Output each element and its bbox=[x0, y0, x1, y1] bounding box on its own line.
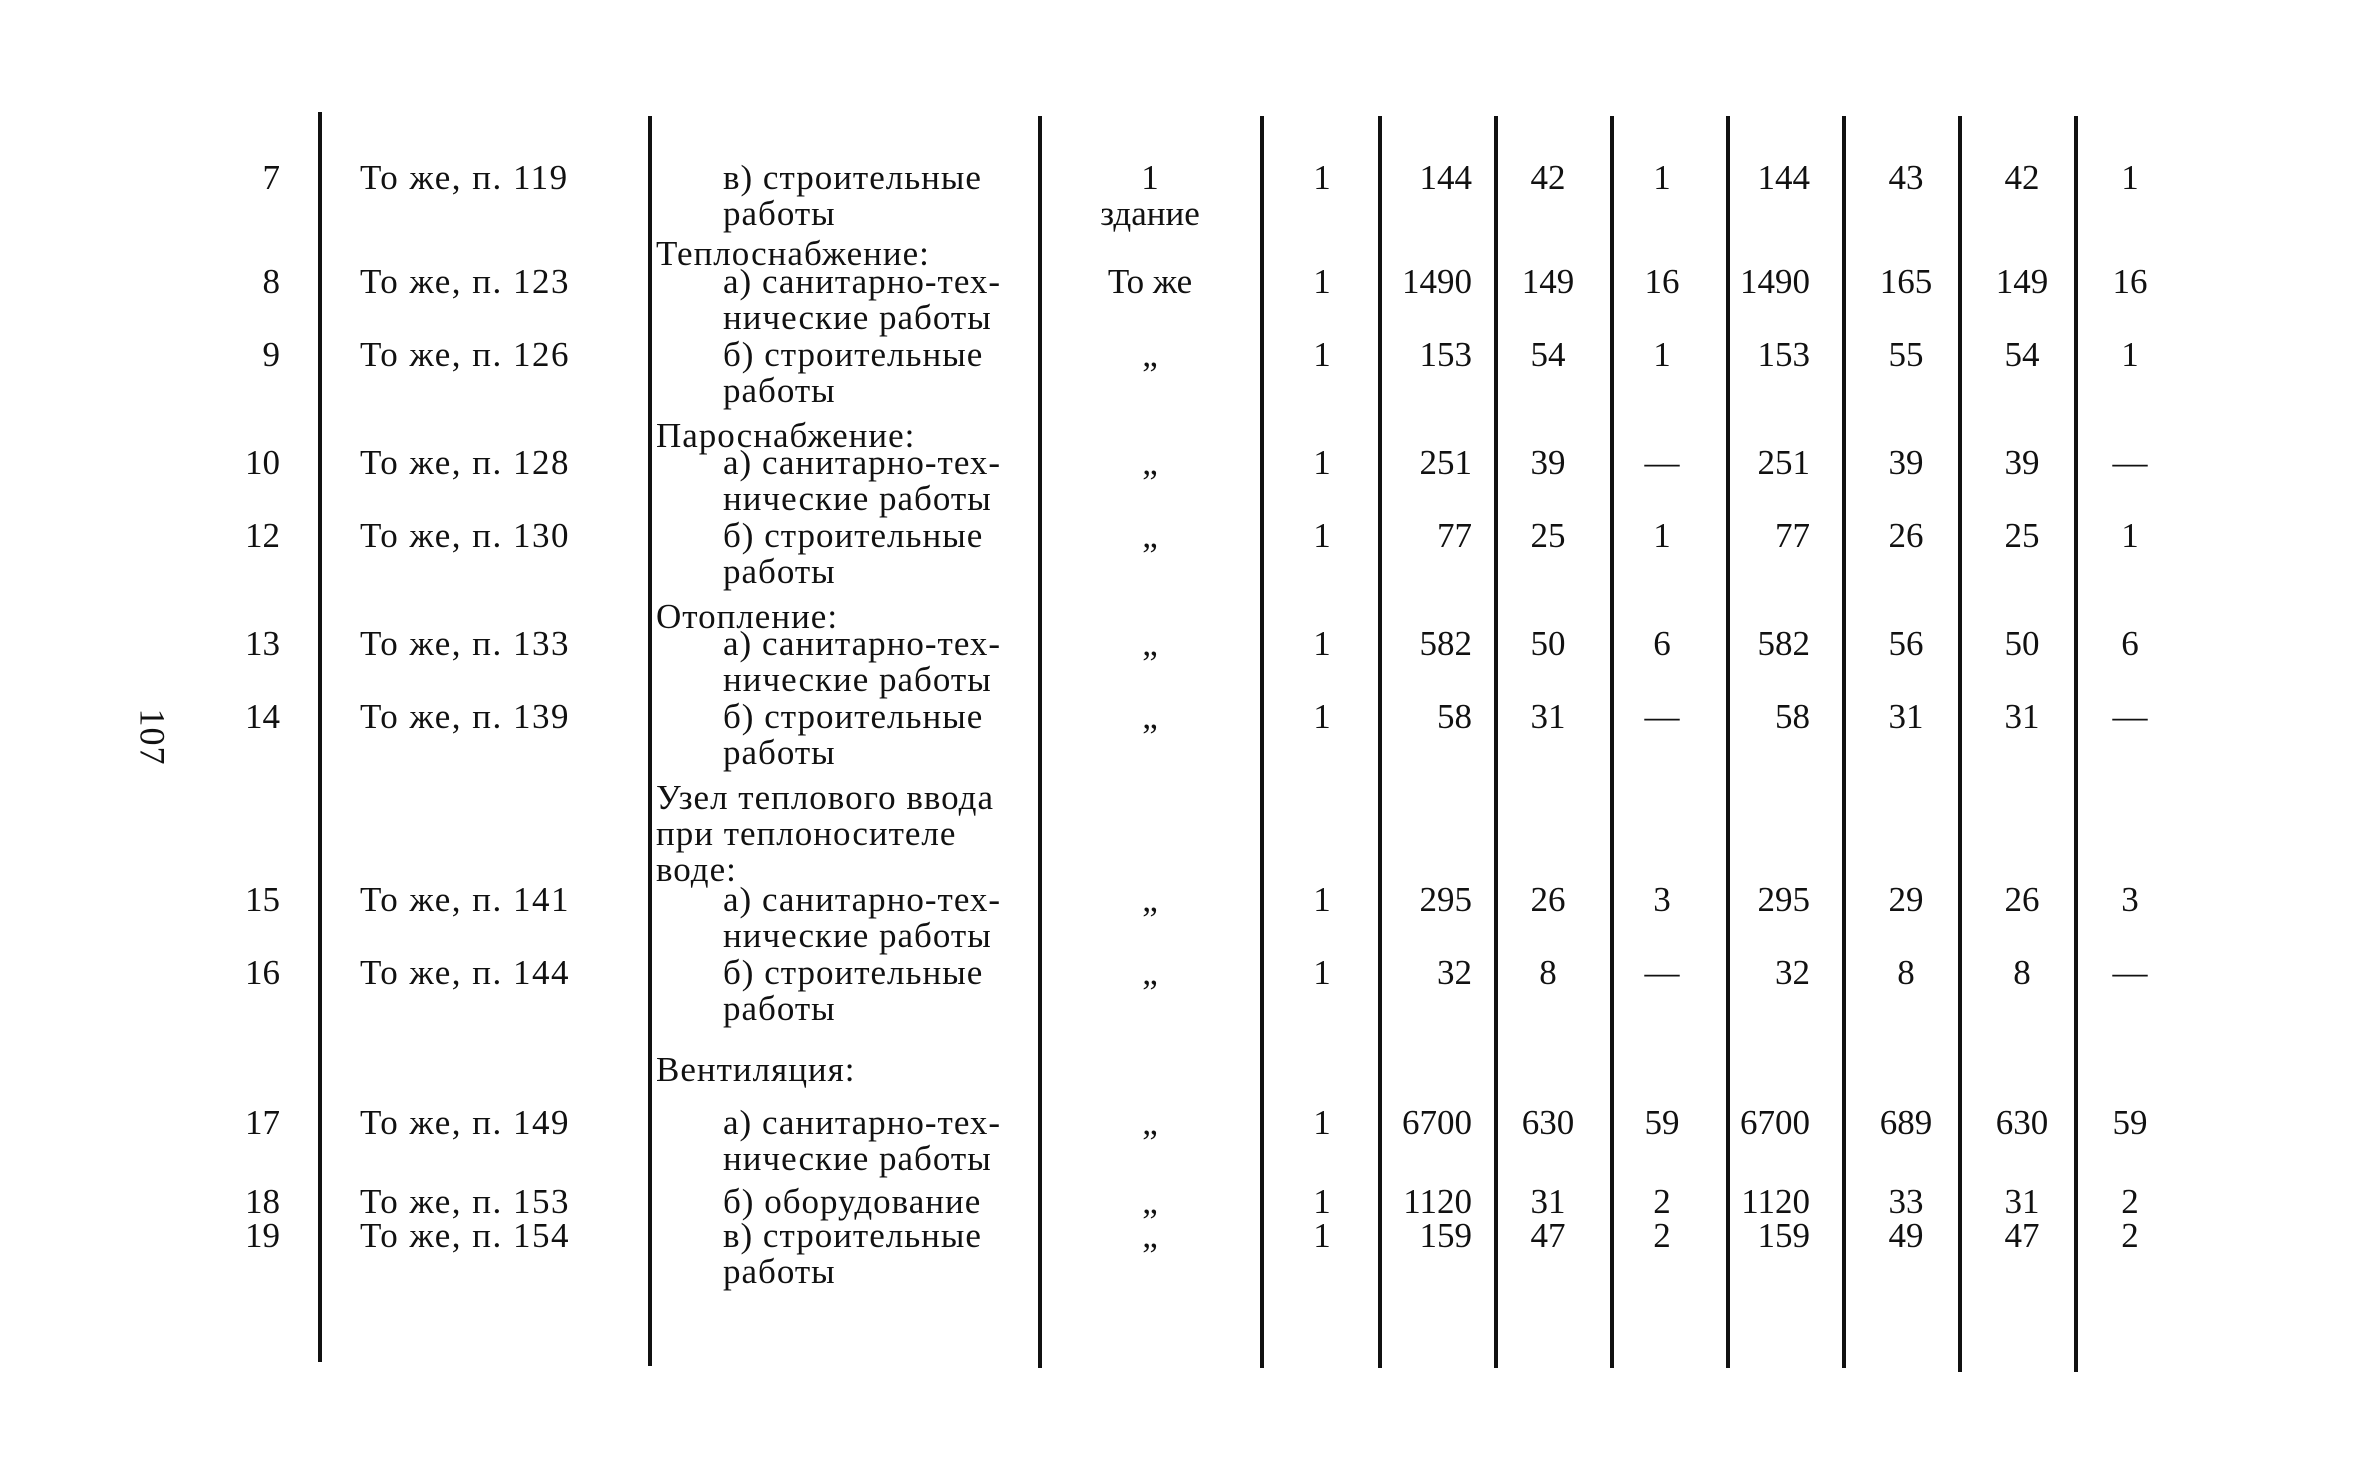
row-value: 251 bbox=[1419, 443, 1472, 482]
row-value: 32 bbox=[1775, 953, 1810, 992]
row-description-line: а) санитарно-тех- bbox=[723, 443, 1002, 482]
row-value: 630 bbox=[1995, 1103, 2049, 1142]
row-number: 14 bbox=[245, 697, 280, 736]
row-description bbox=[723, 518, 983, 590]
row-description bbox=[723, 160, 982, 232]
row-description bbox=[723, 337, 983, 409]
row-description-line: работы bbox=[723, 371, 836, 410]
row-number: 8 bbox=[262, 262, 280, 301]
table-row bbox=[0, 955, 2362, 1035]
row-value: 6 bbox=[2121, 624, 2139, 663]
row-unit-line: 1 bbox=[1141, 158, 1159, 197]
row-value: 31 bbox=[1530, 697, 1566, 736]
row-value: 6 bbox=[1653, 624, 1671, 663]
row-value: 42 bbox=[1530, 158, 1566, 197]
row-value: 77 bbox=[1775, 516, 1810, 555]
row-value: 1 bbox=[1313, 443, 1331, 482]
row-value: 47 bbox=[1530, 1216, 1566, 1255]
row-number: 19 bbox=[245, 1216, 280, 1255]
page-number: 107 bbox=[132, 708, 173, 766]
table-row bbox=[0, 1218, 2362, 1298]
row-description-line: б) строительные bbox=[723, 516, 984, 555]
row-description-line: а) санитарно-тех- bbox=[723, 624, 1002, 663]
row-value: 149 bbox=[1521, 262, 1575, 301]
row-unit bbox=[1070, 1184, 1230, 1220]
row-description-line: нические работы bbox=[723, 1139, 992, 1178]
row-value: 77 bbox=[1437, 516, 1472, 555]
row-value: 1 bbox=[1313, 1103, 1331, 1142]
row-unit-line: „ bbox=[1142, 697, 1158, 736]
row-description-line: а) санитарно-тех- bbox=[723, 880, 1002, 919]
row-value: 39 bbox=[1530, 443, 1566, 482]
section-heading-line: Отопление: bbox=[656, 597, 839, 636]
section-heading-line: Узел теплового ввода bbox=[656, 778, 994, 817]
row-value: 295 bbox=[1757, 880, 1810, 919]
row-value: 56 bbox=[1888, 624, 1924, 663]
row-value: 1 bbox=[1653, 158, 1671, 197]
row-value: 25 bbox=[1530, 516, 1566, 555]
row-value: 59 bbox=[2112, 1103, 2148, 1142]
row-value: 59 bbox=[1644, 1103, 1680, 1142]
row-unit-line: „ bbox=[1142, 880, 1158, 919]
row-unit bbox=[1070, 160, 1230, 232]
section-heading-line: Вентиляция: bbox=[656, 1050, 856, 1089]
row-description bbox=[723, 882, 1001, 954]
row-unit bbox=[1070, 264, 1230, 300]
row-description-line: а) санитарно-тех- bbox=[723, 1103, 1002, 1142]
row-value: 43 bbox=[1888, 158, 1924, 197]
row-value: 1120 bbox=[1741, 1182, 1810, 1221]
row-value: 1 bbox=[1313, 624, 1331, 663]
row-value: 58 bbox=[1775, 697, 1810, 736]
row-value: 1 bbox=[1653, 516, 1671, 555]
row-description bbox=[723, 264, 1001, 336]
row-value: 50 bbox=[1530, 624, 1566, 663]
row-description bbox=[723, 1218, 982, 1290]
row-value: 6700 bbox=[1402, 1103, 1472, 1142]
row-value: 630 bbox=[1521, 1103, 1575, 1142]
row-value: 153 bbox=[1757, 335, 1810, 374]
row-value: 25 bbox=[2004, 516, 2040, 555]
section-heading bbox=[656, 1052, 855, 1088]
row-unit-line: „ bbox=[1142, 335, 1158, 374]
row-unit bbox=[1070, 882, 1230, 918]
row-unit-line: То же bbox=[1107, 262, 1193, 301]
row-value: 1 bbox=[2121, 516, 2139, 555]
section-heading-line: воде: bbox=[656, 850, 737, 889]
row-unit-line: здание bbox=[1100, 194, 1200, 233]
row-unit bbox=[1070, 955, 1230, 991]
row-number: 12 bbox=[245, 516, 280, 555]
row-value: — bbox=[2112, 697, 2148, 736]
row-unit-line: „ bbox=[1142, 1182, 1158, 1221]
row-description-line: работы bbox=[723, 194, 836, 233]
row-unit-line: „ bbox=[1142, 516, 1158, 555]
row-unit bbox=[1070, 445, 1230, 481]
row-value: 31 bbox=[2004, 1182, 2040, 1221]
row-value: 1 bbox=[1653, 335, 1671, 374]
row-value: 159 bbox=[1419, 1216, 1472, 1255]
row-value: 49 bbox=[1888, 1216, 1924, 1255]
row-value: 26 bbox=[2004, 880, 2040, 919]
row-value: 689 bbox=[1879, 1103, 1933, 1142]
section-heading bbox=[656, 780, 994, 888]
row-number: 15 bbox=[245, 880, 280, 919]
row-value: 29 bbox=[1888, 880, 1924, 919]
row-value: 32 bbox=[1437, 953, 1472, 992]
row-description bbox=[723, 699, 983, 771]
row-number: 18 bbox=[245, 1182, 280, 1221]
row-value: 8 bbox=[1897, 953, 1915, 992]
row-value: 6700 bbox=[1740, 1103, 1810, 1142]
row-source: То же, п. 119 bbox=[360, 158, 569, 197]
row-value: — bbox=[2112, 443, 2148, 482]
row-value: 1490 bbox=[1402, 262, 1472, 301]
row-unit bbox=[1070, 1218, 1230, 1254]
row-value: 16 bbox=[2112, 262, 2148, 301]
row-value: 159 bbox=[1757, 1216, 1810, 1255]
row-description bbox=[723, 1105, 1001, 1177]
row-value: 42 bbox=[2004, 158, 2040, 197]
row-value: 1 bbox=[1313, 158, 1331, 197]
row-value: 58 bbox=[1437, 697, 1472, 736]
row-value: 54 bbox=[1530, 335, 1566, 374]
row-value: 54 bbox=[2004, 335, 2040, 374]
row-value: 31 bbox=[1888, 697, 1924, 736]
row-value: 1 bbox=[1313, 1182, 1331, 1221]
row-value: 1120 bbox=[1403, 1182, 1472, 1221]
row-source: То же, п. 144 bbox=[360, 953, 570, 992]
row-source: То же, п. 130 bbox=[360, 516, 570, 555]
row-value: 8 bbox=[1539, 953, 1557, 992]
table-row bbox=[0, 264, 2362, 344]
row-description-line: а) санитарно-тех- bbox=[723, 262, 1002, 301]
row-unit bbox=[1070, 337, 1230, 373]
row-value: 31 bbox=[2004, 697, 2040, 736]
row-value: 2 bbox=[2121, 1216, 2139, 1255]
row-value: 26 bbox=[1530, 880, 1566, 919]
row-unit bbox=[1070, 626, 1230, 662]
row-number: 9 bbox=[262, 335, 280, 374]
row-value: 47 bbox=[2004, 1216, 2040, 1255]
row-source: То же, п. 153 bbox=[360, 1182, 570, 1221]
row-unit-line: „ bbox=[1142, 624, 1158, 663]
row-description bbox=[723, 445, 1001, 517]
row-value: 251 bbox=[1757, 443, 1810, 482]
row-value: 165 bbox=[1879, 262, 1933, 301]
table-row bbox=[0, 337, 2362, 417]
row-description bbox=[723, 1184, 981, 1220]
row-value: — bbox=[1644, 697, 1680, 736]
row-source: То же, п. 139 bbox=[360, 697, 570, 736]
row-source: То же, п. 128 bbox=[360, 443, 570, 482]
row-unit-line: „ bbox=[1142, 1216, 1158, 1255]
row-description-line: б) строительные bbox=[723, 953, 984, 992]
row-value: 582 bbox=[1419, 624, 1472, 663]
row-source: То же, п. 133 bbox=[360, 624, 570, 663]
row-unit bbox=[1070, 1105, 1230, 1141]
row-value: 1 bbox=[2121, 335, 2139, 374]
row-source: То же, п. 141 bbox=[360, 880, 570, 919]
table-row bbox=[0, 699, 2362, 779]
row-value: 295 bbox=[1419, 880, 1472, 919]
row-number: 17 bbox=[245, 1103, 280, 1142]
row-value: 50 bbox=[2004, 624, 2040, 663]
row-description-line: б) строительные bbox=[723, 697, 984, 736]
row-description-line: нические работы bbox=[723, 660, 992, 699]
row-value: 153 bbox=[1419, 335, 1472, 374]
section-heading-line: Теплоснабжение: bbox=[656, 234, 930, 273]
section-heading-line: при теплоносителе bbox=[656, 814, 957, 853]
row-value: 3 bbox=[2121, 880, 2139, 919]
row-description bbox=[723, 955, 983, 1027]
row-description-line: в) строительные bbox=[723, 1216, 982, 1255]
row-value: 582 bbox=[1757, 624, 1810, 663]
row-number: 13 bbox=[245, 624, 280, 663]
row-description-line: нические работы bbox=[723, 479, 992, 518]
table-row bbox=[0, 1105, 2362, 1185]
row-unit bbox=[1070, 699, 1230, 735]
row-value: 144 bbox=[1757, 158, 1810, 197]
row-value: 1 bbox=[1313, 262, 1331, 301]
row-value: 1 bbox=[1313, 335, 1331, 374]
row-value: 39 bbox=[2004, 443, 2040, 482]
table-row bbox=[0, 626, 2362, 706]
row-value: 2 bbox=[1653, 1182, 1671, 1221]
table-row bbox=[0, 445, 2362, 525]
row-description-line: б) строительные bbox=[723, 335, 984, 374]
row-value: — bbox=[1644, 443, 1680, 482]
row-description bbox=[723, 626, 1001, 698]
row-value: 1 bbox=[1313, 516, 1331, 555]
row-value: 1 bbox=[1313, 1216, 1331, 1255]
row-value: 149 bbox=[1995, 262, 2049, 301]
row-description-line: в) строительные bbox=[723, 158, 982, 197]
row-value: 8 bbox=[2013, 953, 2031, 992]
row-value: — bbox=[1644, 953, 1680, 992]
row-description-line: работы bbox=[723, 552, 836, 591]
row-description-line: работы bbox=[723, 1252, 836, 1291]
row-unit-line: „ bbox=[1142, 1103, 1158, 1142]
row-unit bbox=[1070, 518, 1230, 554]
row-source: То же, п. 154 bbox=[360, 1216, 570, 1255]
row-value: 3 bbox=[1653, 880, 1671, 919]
row-description-line: нические работы bbox=[723, 298, 992, 337]
row-value: 2 bbox=[1653, 1216, 1671, 1255]
row-value: 33 bbox=[1888, 1182, 1924, 1221]
row-value: 1 bbox=[1313, 880, 1331, 919]
row-value: 1 bbox=[1313, 697, 1331, 736]
row-number: 10 bbox=[245, 443, 280, 482]
row-value: 1490 bbox=[1740, 262, 1810, 301]
section-heading-line: Пароснабжение: bbox=[656, 416, 916, 455]
row-number: 7 bbox=[262, 158, 280, 197]
table-row bbox=[0, 518, 2362, 598]
row-value: 39 bbox=[1888, 443, 1924, 482]
table-row bbox=[0, 160, 2362, 240]
row-source: То же, п. 123 bbox=[360, 262, 570, 301]
table-row bbox=[0, 882, 2362, 962]
row-description-line: б) оборудование bbox=[723, 1182, 982, 1221]
row-description-line: работы bbox=[723, 989, 836, 1028]
row-value: 144 bbox=[1419, 158, 1472, 197]
row-source: То же, п. 149 bbox=[360, 1103, 570, 1142]
row-value: 55 bbox=[1888, 335, 1924, 374]
row-description-line: нические работы bbox=[723, 916, 992, 955]
row-unit-line: „ bbox=[1142, 443, 1158, 482]
row-description-line: работы bbox=[723, 733, 836, 772]
row-value: 2 bbox=[2121, 1182, 2139, 1221]
row-number: 16 bbox=[245, 953, 280, 992]
row-value: 1 bbox=[2121, 158, 2139, 197]
row-value: 1 bbox=[1313, 953, 1331, 992]
row-value: 26 bbox=[1888, 516, 1924, 555]
row-source: То же, п. 126 bbox=[360, 335, 570, 374]
row-value: 31 bbox=[1530, 1182, 1566, 1221]
row-value: — bbox=[2112, 953, 2148, 992]
row-unit-line: „ bbox=[1142, 953, 1158, 992]
row-value: 16 bbox=[1644, 262, 1680, 301]
